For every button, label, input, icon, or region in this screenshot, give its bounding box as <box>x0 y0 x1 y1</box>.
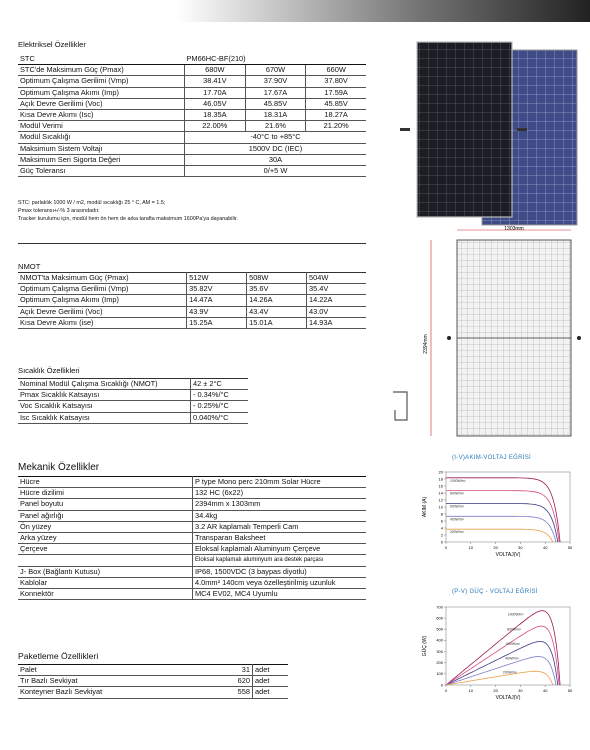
row-value: 45.85V <box>306 98 366 109</box>
y-tick-label: 12 <box>438 497 443 503</box>
row-value: 504W <box>307 273 366 284</box>
row-label: Maksimum Seri Sigorta Değeri <box>18 154 184 165</box>
row-label: Konteyner Bazlı Sevkiyat <box>18 687 192 698</box>
row-value: - 0.25%/°C <box>191 401 249 412</box>
table-row <box>18 154 366 165</box>
table-row <box>18 121 366 132</box>
row-value: 17.70A <box>184 87 245 98</box>
y-tick-label: 8 <box>440 511 443 517</box>
table-row <box>18 510 366 521</box>
table-row <box>18 412 248 423</box>
y-tick-label: 4 <box>440 525 443 531</box>
series-label: 600W/m² <box>506 641 521 646</box>
frame-profile-detail <box>393 392 407 420</box>
y-axis-label: AKIM (A) <box>422 496 428 518</box>
stc-label: STC <box>18 54 184 65</box>
table-row <box>18 317 366 328</box>
row-value: Transparan Baksheet <box>193 533 367 544</box>
table-row <box>18 87 366 98</box>
row-value: 14.47A <box>187 295 247 306</box>
x-tick-label: 0 <box>444 688 448 693</box>
nmot-table <box>18 272 366 329</box>
row-value: 0.040%/°C <box>191 412 249 423</box>
row-value: 37.80V <box>306 76 366 87</box>
panel-photos <box>392 40 582 230</box>
series-label: 200W/m² <box>450 530 464 535</box>
x-tick-label: 50 <box>567 545 573 550</box>
series-label: 800W/m² <box>450 491 464 496</box>
x-tick-label: 50 <box>567 688 573 693</box>
note-tracker: Tracker kurulumu için, modül hem ön hem de arka tarafta maksimum 1600Pa'ya dayanabilir. <box>18 216 238 222</box>
electrical-table <box>18 54 366 177</box>
row-value: Eloksal kaplamalı Aluminyum Çerçeve <box>193 544 367 555</box>
table-row <box>18 665 288 676</box>
y-tick-label: 16 <box>438 483 443 489</box>
mechanical-title: Mekanik Özellikler <box>18 462 100 473</box>
table-row <box>18 76 366 87</box>
row-unit: adet <box>253 665 289 676</box>
row-value: - 0.34%/°C <box>191 390 249 401</box>
table-row <box>18 521 366 532</box>
row-value: 15.25A <box>187 317 247 328</box>
note-stc: STC: parlaklık 1000 W / m2, modül sıcaklığı 25 ° C, AM = 1.5; <box>18 200 166 206</box>
table-row <box>18 477 366 488</box>
row-label: Kablolar <box>18 577 193 588</box>
table-row <box>18 533 366 544</box>
row-value: 35.6V <box>247 284 307 295</box>
table-row <box>18 295 366 306</box>
row-value: 34.4kg <box>193 510 367 521</box>
table-row <box>18 499 366 510</box>
row-value: 508W <box>247 273 307 284</box>
row-label: Optimum Çalışma Gerilimi (Vmp) <box>18 76 184 87</box>
x-tick-label: 40 <box>542 688 548 693</box>
row-value: 21.6% <box>245 121 306 132</box>
table-row <box>18 555 366 566</box>
x-tick-label: 20 <box>493 688 498 693</box>
row-label: Optimum Çalışma Akımı (Imp) <box>18 295 187 306</box>
row-value: 4.0mm² 140cm veya özelleştirilmiş uzunluk <box>193 577 367 588</box>
row-count: 31 <box>192 665 253 676</box>
row-value: 17.67A <box>245 87 306 98</box>
row-value: 43.4V <box>247 306 307 317</box>
row-value: 21.20% <box>306 121 366 132</box>
row-value: Eloksal kaplamalı aluminyum ara destek parçası <box>193 555 367 566</box>
row-value: 0/+5 W <box>184 166 366 177</box>
row-unit: adet <box>253 676 289 687</box>
row-label: Kısa Devre Akımı (ise) <box>18 317 187 328</box>
x-axis-label: VOLTAJ(V) <box>495 695 521 701</box>
row-value: 38.41V <box>184 76 245 87</box>
table-row <box>18 65 366 76</box>
x-tick-label: 10 <box>468 688 474 693</box>
row-label: Konnektör <box>18 589 193 600</box>
temperature-title: Sıcaklık Özellikleri <box>18 366 80 375</box>
row-value: 670W <box>245 65 306 76</box>
row-label: NMOT'ta Maksimum Güç (Pmax) <box>18 273 187 284</box>
row-label: Çerçeve <box>18 544 193 555</box>
row-label: Optimum Çalışma Akımı (Imp) <box>18 87 184 98</box>
series-label: 400W/m² <box>504 656 519 661</box>
table-row <box>18 577 366 588</box>
row-label: STC'de Maksimum Güç (Pmax) <box>18 65 184 76</box>
temperature-table <box>18 378 248 424</box>
y-tick-label: 600 <box>436 615 443 621</box>
y-tick-label: 6 <box>440 518 443 524</box>
row-label: Arka yüzey <box>18 533 193 544</box>
x-axis-label: VOLTAJ(V) <box>495 552 521 558</box>
row-unit: adet <box>253 687 289 698</box>
x-tick-label: 40 <box>542 545 548 550</box>
row-value: 14.26A <box>247 295 307 306</box>
y-tick-label: 14 <box>438 490 443 496</box>
x-tick-label: 30 <box>518 688 523 693</box>
table-row <box>18 544 366 555</box>
y-tick-label: 20 <box>438 469 443 475</box>
y-tick-label: 500 <box>436 626 443 632</box>
width-dim-label: 1303mm <box>504 226 524 232</box>
row-value: 45.85V <box>245 98 306 109</box>
table-row <box>18 488 366 499</box>
table-row <box>18 379 248 390</box>
series-label: 200W/m² <box>502 670 517 675</box>
row-label: J- Box (Bağlantı Kutusu) <box>18 566 193 577</box>
table-row <box>18 110 366 121</box>
row-label: Ön yüzey <box>18 521 193 532</box>
row-value: 660W <box>306 65 366 76</box>
series-label: 800W/m² <box>507 627 521 632</box>
packaging-table <box>18 664 288 699</box>
row-label: Açık Devre Gerilimi (Voc) <box>18 306 187 317</box>
nmot-title: NMOT <box>18 262 41 271</box>
series-line <box>446 671 553 685</box>
table-row <box>18 401 248 412</box>
electrical-notes <box>18 199 238 223</box>
row-count: 620 <box>192 676 253 687</box>
series-label: 1000W/m² <box>450 478 466 483</box>
y-tick-label: 400 <box>436 637 443 643</box>
row-value: MC4 EV02, MC4 Uyumlu <box>193 589 367 600</box>
row-label: Tır Bazlı Sevkiyat <box>18 676 192 687</box>
y-tick-label: 18 <box>438 476 443 482</box>
row-value: 17.59A <box>306 87 366 98</box>
row-label: Modül Verimi <box>18 121 184 132</box>
row-value: 18.27A <box>306 110 366 121</box>
row-value: 512W <box>187 273 247 284</box>
series-label: 600W/m² <box>450 504 464 509</box>
table-row <box>18 143 366 154</box>
row-label <box>18 555 193 566</box>
row-value: IP68, 1500VDC (3 baypas diyotlu) <box>193 566 367 577</box>
divider <box>18 243 366 244</box>
y-axis-label: GÜÇ (W) <box>422 635 428 657</box>
model-label: PM66HC-BF(210) <box>184 54 366 65</box>
row-label: Hücre <box>18 477 193 488</box>
row-label: Panel ağırlığı <box>18 510 193 521</box>
row-value: 46.05V <box>184 98 245 109</box>
x-tick-label: 20 <box>493 545 498 550</box>
iv-chart <box>412 464 582 564</box>
y-tick-label: 200 <box>436 660 443 666</box>
y-tick-label: 0 <box>440 539 443 545</box>
table-row <box>18 306 366 317</box>
row-label: Açık Devre Gerilimi (Voc) <box>18 98 184 109</box>
row-label: Pmax Sıcaklık Katsayısı <box>18 390 191 401</box>
y-tick-label: 0 <box>440 682 443 688</box>
row-count: 558 <box>192 687 253 698</box>
row-value: 3.2 AR kaplamalı Temperli Cam <box>193 521 367 532</box>
row-value: 2394mm x 1303mm <box>193 499 367 510</box>
packaging-title: Paketleme Özellikleri <box>18 651 99 661</box>
series-line <box>446 504 558 543</box>
row-value: -40°C to +85°C <box>184 132 366 143</box>
series-label: 400W/m² <box>450 517 464 522</box>
panel-dimension-drawing <box>383 224 583 442</box>
row-value: 37.90V <box>245 76 306 87</box>
row-value: 30A <box>184 154 366 165</box>
pv-chart <box>412 599 582 709</box>
y-tick-label: 10 <box>438 504 443 510</box>
row-value: 43.0V <box>307 306 366 317</box>
table-row <box>18 132 366 143</box>
iv-chart-title: (I-V)AKIM-VOLTAJ EĞRİSİ <box>452 455 532 461</box>
x-tick-label: 0 <box>444 545 448 550</box>
electrical-title: Elektriksel Özellikler <box>18 40 86 49</box>
y-tick-label: 2 <box>440 532 443 538</box>
table-row <box>18 566 366 577</box>
mechanical-table <box>18 476 366 600</box>
height-dim-label: 2394mm <box>423 334 429 354</box>
row-value: 132 HC (6x22) <box>193 488 367 499</box>
table-row <box>18 687 288 698</box>
y-tick-label: 100 <box>436 671 443 677</box>
row-label: Maksimum Sistem Voltajı <box>18 143 184 154</box>
header-gradient-bar <box>0 0 590 22</box>
row-value: 18.35A <box>184 110 245 121</box>
row-value: 35.82V <box>187 284 247 295</box>
row-value: 35.4V <box>307 284 366 295</box>
row-label: Kısa Devre Akımı (Isc) <box>18 110 184 121</box>
row-label: Palet <box>18 665 192 676</box>
row-label: Optimum Çalışma Gerilimi (Vmp) <box>18 284 187 295</box>
row-value: 15.01A <box>247 317 307 328</box>
table-row <box>18 390 248 401</box>
x-tick-label: 10 <box>468 545 474 550</box>
row-value: P type Mono perc 210mm Solar Hücre <box>193 477 367 488</box>
row-value: 680W <box>184 65 245 76</box>
row-label: Voc Sıcaklık Katsayısı <box>18 401 191 412</box>
series-line <box>446 657 556 686</box>
row-label: Modül Sıcaklığı <box>18 132 184 143</box>
row-label: Nominal Modül Çalışma Sıcaklığı (NMOT) <box>18 379 191 390</box>
series-label: 1000W/m² <box>507 612 524 617</box>
row-value: 43.9V <box>187 306 247 317</box>
note-tolerance: Pmax toleransı+/-% 3 arasındadır. <box>18 208 100 214</box>
row-label: Güç Toleransı <box>18 166 184 177</box>
row-label: Isc Sıcaklık Katsayısı <box>18 412 191 423</box>
row-value: 18.31A <box>245 110 306 121</box>
table-row <box>18 98 366 109</box>
row-value: 14.22A <box>307 295 366 306</box>
front-panel-photo <box>400 42 527 217</box>
table-row <box>18 589 366 600</box>
y-tick-label: 700 <box>436 604 443 610</box>
table-row <box>18 273 366 284</box>
table-row <box>18 284 366 295</box>
y-tick-label: 300 <box>436 648 443 654</box>
table-row <box>18 676 288 687</box>
row-value: 22.00% <box>184 121 245 132</box>
row-label: Panel boyutu <box>18 499 193 510</box>
row-value: 42 ± 2°C <box>191 379 249 390</box>
row-value: 14.93A <box>307 317 366 328</box>
pv-chart-title: (P-V) GÜÇ - VOLTAJ EĞRİSİ <box>452 589 538 595</box>
table-row <box>18 166 366 177</box>
row-value: 1500V DC (IEC) <box>184 143 366 154</box>
row-label: Hücre dizilimi <box>18 488 193 499</box>
x-tick-label: 30 <box>518 545 523 550</box>
